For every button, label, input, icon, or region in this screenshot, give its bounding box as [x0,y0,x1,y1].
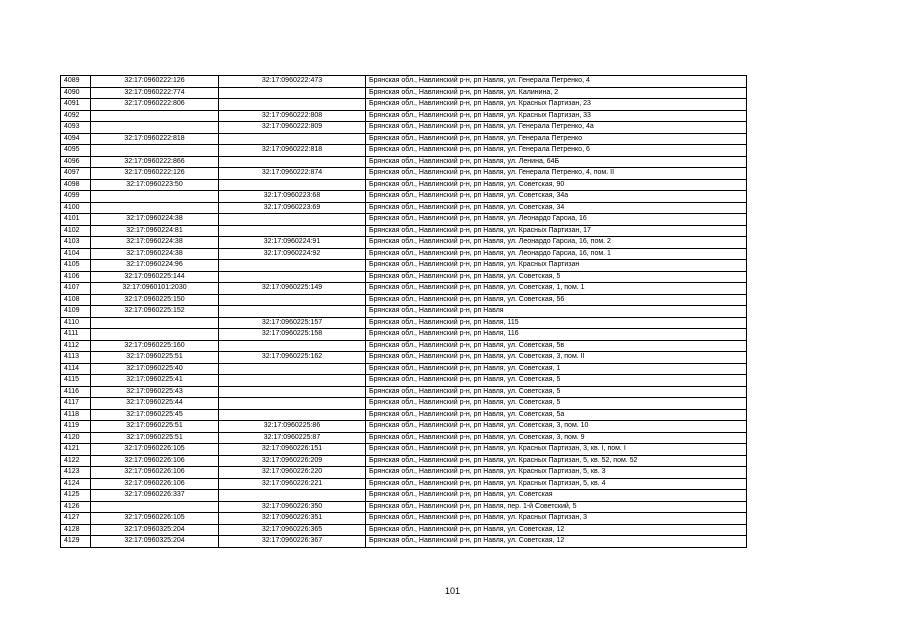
parent-cadastral-number-cell: 32:17:0960225:152 [91,306,219,318]
parent-cadastral-number-cell: 32:17:0960222:806 [91,99,219,111]
parent-cadastral-number-cell: 32:17:0960225:51 [91,352,219,364]
table-row [61,133,747,145]
table-row [61,501,747,513]
row-number-cell: 4108 [61,294,91,306]
row-number-cell: 4118 [61,409,91,421]
cadastral-number-cell [219,179,366,191]
cadastral-number-cell [219,87,366,99]
cadastral-number-cell: 32:17:0960225:158 [219,329,366,341]
cadastral-number-cell [219,398,366,410]
address-cell: Брянская обл., Навлинский р-н, рп Навля, ул. Советская, 90 [366,179,747,191]
parent-cadastral-number-cell: 32:17:0960226:106 [91,455,219,467]
cadastral-number-cell: 32:17:0960225:86 [219,421,366,433]
row-number-cell: 4109 [61,306,91,318]
parent-cadastral-number-cell: 32:17:0960224:38 [91,214,219,226]
table-row [61,421,747,433]
parent-cadastral-number-cell: 32:17:0960224:38 [91,248,219,260]
cadastral-number-cell: 32:17:0960223:68 [219,191,366,203]
cadastral-number-cell [219,214,366,226]
cadastral-number-cell: 32:17:0960226:365 [219,524,366,536]
table-row [61,99,747,111]
parent-cadastral-number-cell: 32:17:0960225:43 [91,386,219,398]
parent-cadastral-number-cell: 32:17:0960225:51 [91,421,219,433]
table-row [61,490,747,502]
address-cell: Брянская обл., Навлинский р-н, рп Навля, ул. Советская, 3, пом. II [366,352,747,364]
cadastral-number-cell: 32:17:0960224:91 [219,237,366,249]
cadastral-number-cell: 32:17:0960222:874 [219,168,366,180]
address-cell: Брянская обл., Навлинский р-н, рп Навля, ул. Советская, 34а [366,191,747,203]
row-number-cell: 4106 [61,271,91,283]
table-row [61,455,747,467]
cadastral-number-cell [219,375,366,387]
address-cell: Брянская обл., Навлинский р-н, рп Навля, ул. Леонардо Гарсиа, 16, пом. 2 [366,237,747,249]
parent-cadastral-number-cell [91,202,219,214]
table-row [61,363,747,375]
address-cell: Брянская обл., Навлинский р-н, рп Навля, ул. Советская [366,490,747,502]
cadastral-number-cell: 32:17:0960225:87 [219,432,366,444]
address-cell: Брянская обл., Навлинский р-н, рп Навля, 115 [366,317,747,329]
row-number-cell: 4099 [61,191,91,203]
parent-cadastral-number-cell: 32:17:0960225:40 [91,363,219,375]
table-row [61,536,747,548]
cadastral-number-cell: 32:17:0960226:220 [219,467,366,479]
row-number-cell: 4105 [61,260,91,272]
row-number-cell: 4120 [61,432,91,444]
cadastral-number-cell: 32:17:0960226:221 [219,478,366,490]
row-number-cell: 4119 [61,421,91,433]
row-number-cell: 4093 [61,122,91,134]
table-row [61,306,747,318]
cadastral-number-cell: 32:17:0960226:350 [219,501,366,513]
cadastral-number-cell: 32:17:0960222:818 [219,145,366,157]
cadastral-number-cell [219,340,366,352]
table-row [61,156,747,168]
parent-cadastral-number-cell: 32:17:0960224:38 [91,237,219,249]
cadastral-number-cell [219,99,366,111]
address-cell: Брянская обл., Навлинский р-н, рп Навля, ул. Генерала Петренко [366,133,747,145]
cadastral-number-cell [219,386,366,398]
row-number-cell: 4110 [61,317,91,329]
page-number: 101 [444,586,461,596]
row-number-cell: 4101 [61,214,91,226]
row-number-cell: 4103 [61,237,91,249]
address-cell: Брянская обл., Навлинский р-н, рп Навля, ул. Генерала Петренко, 4, пом. II [366,168,747,180]
table-row [61,317,747,329]
parent-cadastral-number-cell [91,110,219,122]
address-cell: Брянская обл., Навлинский р-н, рп Навля, ул. Советская, 5 [366,386,747,398]
parent-cadastral-number-cell [91,191,219,203]
address-cell: Брянская обл., Навлинский р-н, рп Навля [366,306,747,318]
address-cell: Брянская обл., Навлинский р-н, рп Навля, ул. Советская, 12 [366,536,747,548]
address-cell: Брянская обл., Навлинский р-н, рп Навля, ул. Генерала Петренко, 4а [366,122,747,134]
address-cell: Брянская обл., Навлинский р-н, рп Навля, ул. Советская, 3, пом. 9 [366,432,747,444]
table-row [61,375,747,387]
parent-cadastral-number-cell: 32:17:0960224:96 [91,260,219,272]
row-number-cell: 4125 [61,490,91,502]
cadastral-table [60,75,747,548]
table-row [61,329,747,341]
cadastral-number-cell: 32:17:0960223:69 [219,202,366,214]
cadastral-number-cell: 32:17:0960226:351 [219,513,366,525]
address-cell: Брянская обл., Навлинский р-н, рп Навля, ул. Красных Партизан, 17 [366,225,747,237]
cadastral-number-cell: 32:17:0960222:809 [219,122,366,134]
parent-cadastral-number-cell: 32:17:0960224:81 [91,225,219,237]
table-row [61,283,747,295]
address-cell: Брянская обл., Навлинский р-н, рп Навля, ул. Советская, 3, пом. 10 [366,421,747,433]
address-cell: Брянская обл., Навлинский р-н, рп Навля, ул. Советская, 34 [366,202,747,214]
table-row [61,237,747,249]
address-cell: Брянская обл., Навлинский р-н, рп Навля, ул. Красных Партизан, 5, кв. 3 [366,467,747,479]
parent-cadastral-number-cell [91,145,219,157]
table-row [61,76,747,88]
parent-cadastral-number-cell: 32:17:0960225:44 [91,398,219,410]
cadastral-number-cell [219,306,366,318]
parent-cadastral-number-cell: 32:17:0960222:774 [91,87,219,99]
table-row [61,294,747,306]
row-number-cell: 4114 [61,363,91,375]
table-row [61,179,747,191]
address-cell: Брянская обл., Навлинский р-н, рп Навля, ул. Советская, 1, пом. 1 [366,283,747,295]
address-cell: Брянская обл., Навлинский р-н, рп Навля, ул. Красных Партизан, 5, кв. 52, пом. 52 [366,455,747,467]
row-number-cell: 4098 [61,179,91,191]
address-cell: Брянская обл., Навлинский р-н, рп Навля, пер. 1-й Советский, 5 [366,501,747,513]
address-cell: Брянская обл., Навлинский р-н, рп Навля, 116 [366,329,747,341]
cadastral-number-cell [219,225,366,237]
row-number-cell: 4107 [61,283,91,295]
address-cell: Брянская обл., Навлинский р-н, рп Навля, ул. Красных Партизан [366,260,747,272]
address-cell: Брянская обл., Навлинский р-н, рп Навля, ул. Красных Партизан, 3 [366,513,747,525]
row-number-cell: 4112 [61,340,91,352]
parent-cadastral-number-cell: 32:17:0960225:45 [91,409,219,421]
table-row [61,202,747,214]
row-number-cell: 4100 [61,202,91,214]
address-cell: Брянская обл., Навлинский р-н, рп Навля, ул. Леонардо Гарсиа, 16 [366,214,747,226]
parent-cadastral-number-cell: 32:17:0960222:126 [91,76,219,88]
cadastral-number-cell [219,490,366,502]
cadastral-number-cell: 32:17:0960226:367 [219,536,366,548]
address-cell: Брянская обл., Навлинский р-н, рп Навля, ул. Советская, 56 [366,294,747,306]
cadastral-number-cell [219,260,366,272]
parent-cadastral-number-cell: 32:17:0960226:337 [91,490,219,502]
row-number-cell: 4091 [61,99,91,111]
address-cell: Брянская обл., Навлинский р-н, рп Навля, ул. Ленина, 64Б [366,156,747,168]
table-row [61,271,747,283]
parent-cadastral-number-cell [91,317,219,329]
row-number-cell: 4090 [61,87,91,99]
address-cell: Брянская обл., Навлинский р-н, рп Навля, ул. Советская, 5 [366,375,747,387]
parent-cadastral-number-cell: 32:17:0960325:204 [91,524,219,536]
row-number-cell: 4113 [61,352,91,364]
parent-cadastral-number-cell: 32:17:0960222:126 [91,168,219,180]
row-number-cell: 4123 [61,467,91,479]
row-number-cell: 4115 [61,375,91,387]
table-row [61,352,747,364]
table-row [61,87,747,99]
row-number-cell: 4126 [61,501,91,513]
address-cell: Брянская обл., Навлинский р-н, рп Навля, ул. Калинина, 2 [366,87,747,99]
table-row [61,524,747,536]
table-row [61,248,747,260]
address-cell: Брянская обл., Навлинский р-н, рп Навля, ул. Красных Партизан, 23 [366,99,747,111]
parent-cadastral-number-cell: 32:17:0960223:50 [91,179,219,191]
row-number-cell: 4127 [61,513,91,525]
table-row [61,214,747,226]
parent-cadastral-number-cell: 32:17:0960225:144 [91,271,219,283]
row-number-cell: 4092 [61,110,91,122]
row-number-cell: 4128 [61,524,91,536]
row-number-cell: 4122 [61,455,91,467]
address-cell: Брянская обл., Навлинский р-н, рп Навля, ул. Советская, 5 [366,398,747,410]
row-number-cell: 4116 [61,386,91,398]
row-number-cell: 4094 [61,133,91,145]
row-number-cell: 4117 [61,398,91,410]
table-row [61,168,747,180]
cadastral-number-cell: 32:17:0960225:149 [219,283,366,295]
row-number-cell: 4102 [61,225,91,237]
table-row [61,225,747,237]
table-row [61,122,747,134]
table-row [61,467,747,479]
table-row [61,432,747,444]
row-number-cell: 4097 [61,168,91,180]
cadastral-number-cell [219,294,366,306]
address-cell: Брянская обл., Навлинский р-н, рп Навля, ул. Советская, 5 [366,271,747,283]
cadastral-number-cell: 32:17:0960222:473 [219,76,366,88]
parent-cadastral-number-cell: 32:17:0960226:105 [91,513,219,525]
table-row [61,398,747,410]
parent-cadastral-number-cell: 32:17:0960325:204 [91,536,219,548]
address-cell: Брянская обл., Навлинский р-н, рп Навля, ул. Леонардо Гарсиа, 16, пом. 1 [366,248,747,260]
parent-cadastral-number-cell: 32:17:0960226:106 [91,467,219,479]
parent-cadastral-number-cell: 32:17:0960222:818 [91,133,219,145]
cadastral-number-cell: 32:17:0960226:209 [219,455,366,467]
parent-cadastral-number-cell: 32:17:0960226:105 [91,444,219,456]
cadastral-number-cell [219,363,366,375]
address-cell: Брянская обл., Навлинский р-н, рп Навля, ул. Красных Партизан, 5, кв. 4 [366,478,747,490]
cadastral-number-cell: 32:17:0960222:808 [219,110,366,122]
table-row [61,340,747,352]
parent-cadastral-number-cell [91,329,219,341]
address-cell: Брянская обл., Навлинский р-н, рп Навля, ул. Советская, 5а [366,409,747,421]
table-body [61,76,747,548]
table-row [61,110,747,122]
address-cell: Брянская обл., Навлинский р-н, рп Навля, ул. Красных Партизан, 33 [366,110,747,122]
cadastral-number-cell [219,409,366,421]
cadastral-number-cell: 32:17:0960224:92 [219,248,366,260]
row-number-cell: 4111 [61,329,91,341]
cadastral-number-cell: 32:17:0960225:162 [219,352,366,364]
table-row [61,260,747,272]
cadastral-number-cell [219,271,366,283]
address-cell: Брянская обл., Навлинский р-н, рп Навля, ул. Генерала Петренко, 6 [366,145,747,157]
table-row [61,386,747,398]
cadastral-number-cell: 32:17:0960225:157 [219,317,366,329]
table-row [61,409,747,421]
cadastral-number-cell: 32:17:0960226:151 [219,444,366,456]
address-cell: Брянская обл., Навлинский р-н, рп Навля, ул. Красных Партизан, 3, кв. I, пом. I [366,444,747,456]
row-number-cell: 4129 [61,536,91,548]
address-cell: Брянская обл., Навлинский р-н, рп Навля, ул. Советская, 1 [366,363,747,375]
parent-cadastral-number-cell: 32:17:0960225:150 [91,294,219,306]
row-number-cell: 4121 [61,444,91,456]
cadastral-number-cell [219,156,366,168]
address-cell: Брянская обл., Навлинский р-н, рп Навля, ул. Генерала Петренко, 4 [366,76,747,88]
table-row [61,145,747,157]
cadastral-number-cell [219,133,366,145]
table-row [61,513,747,525]
parent-cadastral-number-cell: 32:17:0960101:2030 [91,283,219,295]
row-number-cell: 4096 [61,156,91,168]
parent-cadastral-number-cell: 32:17:0960222:866 [91,156,219,168]
table-row [61,191,747,203]
address-cell: Брянская обл., Навлинский р-н, рп Навля, ул. Советская, 5в [366,340,747,352]
row-number-cell: 4095 [61,145,91,157]
table-row [61,478,747,490]
row-number-cell: 4104 [61,248,91,260]
parent-cadastral-number-cell: 32:17:0960225:51 [91,432,219,444]
row-number-cell: 4124 [61,478,91,490]
row-number-cell: 4089 [61,76,91,88]
address-cell: Брянская обл., Навлинский р-н, рп Навля, ул. Советская, 12 [366,524,747,536]
parent-cadastral-number-cell [91,122,219,134]
parent-cadastral-number-cell [91,501,219,513]
parent-cadastral-number-cell: 32:17:0960225:41 [91,375,219,387]
parent-cadastral-number-cell: 32:17:0960225:160 [91,340,219,352]
table-row [61,444,747,456]
parent-cadastral-number-cell: 32:17:0960226:106 [91,478,219,490]
